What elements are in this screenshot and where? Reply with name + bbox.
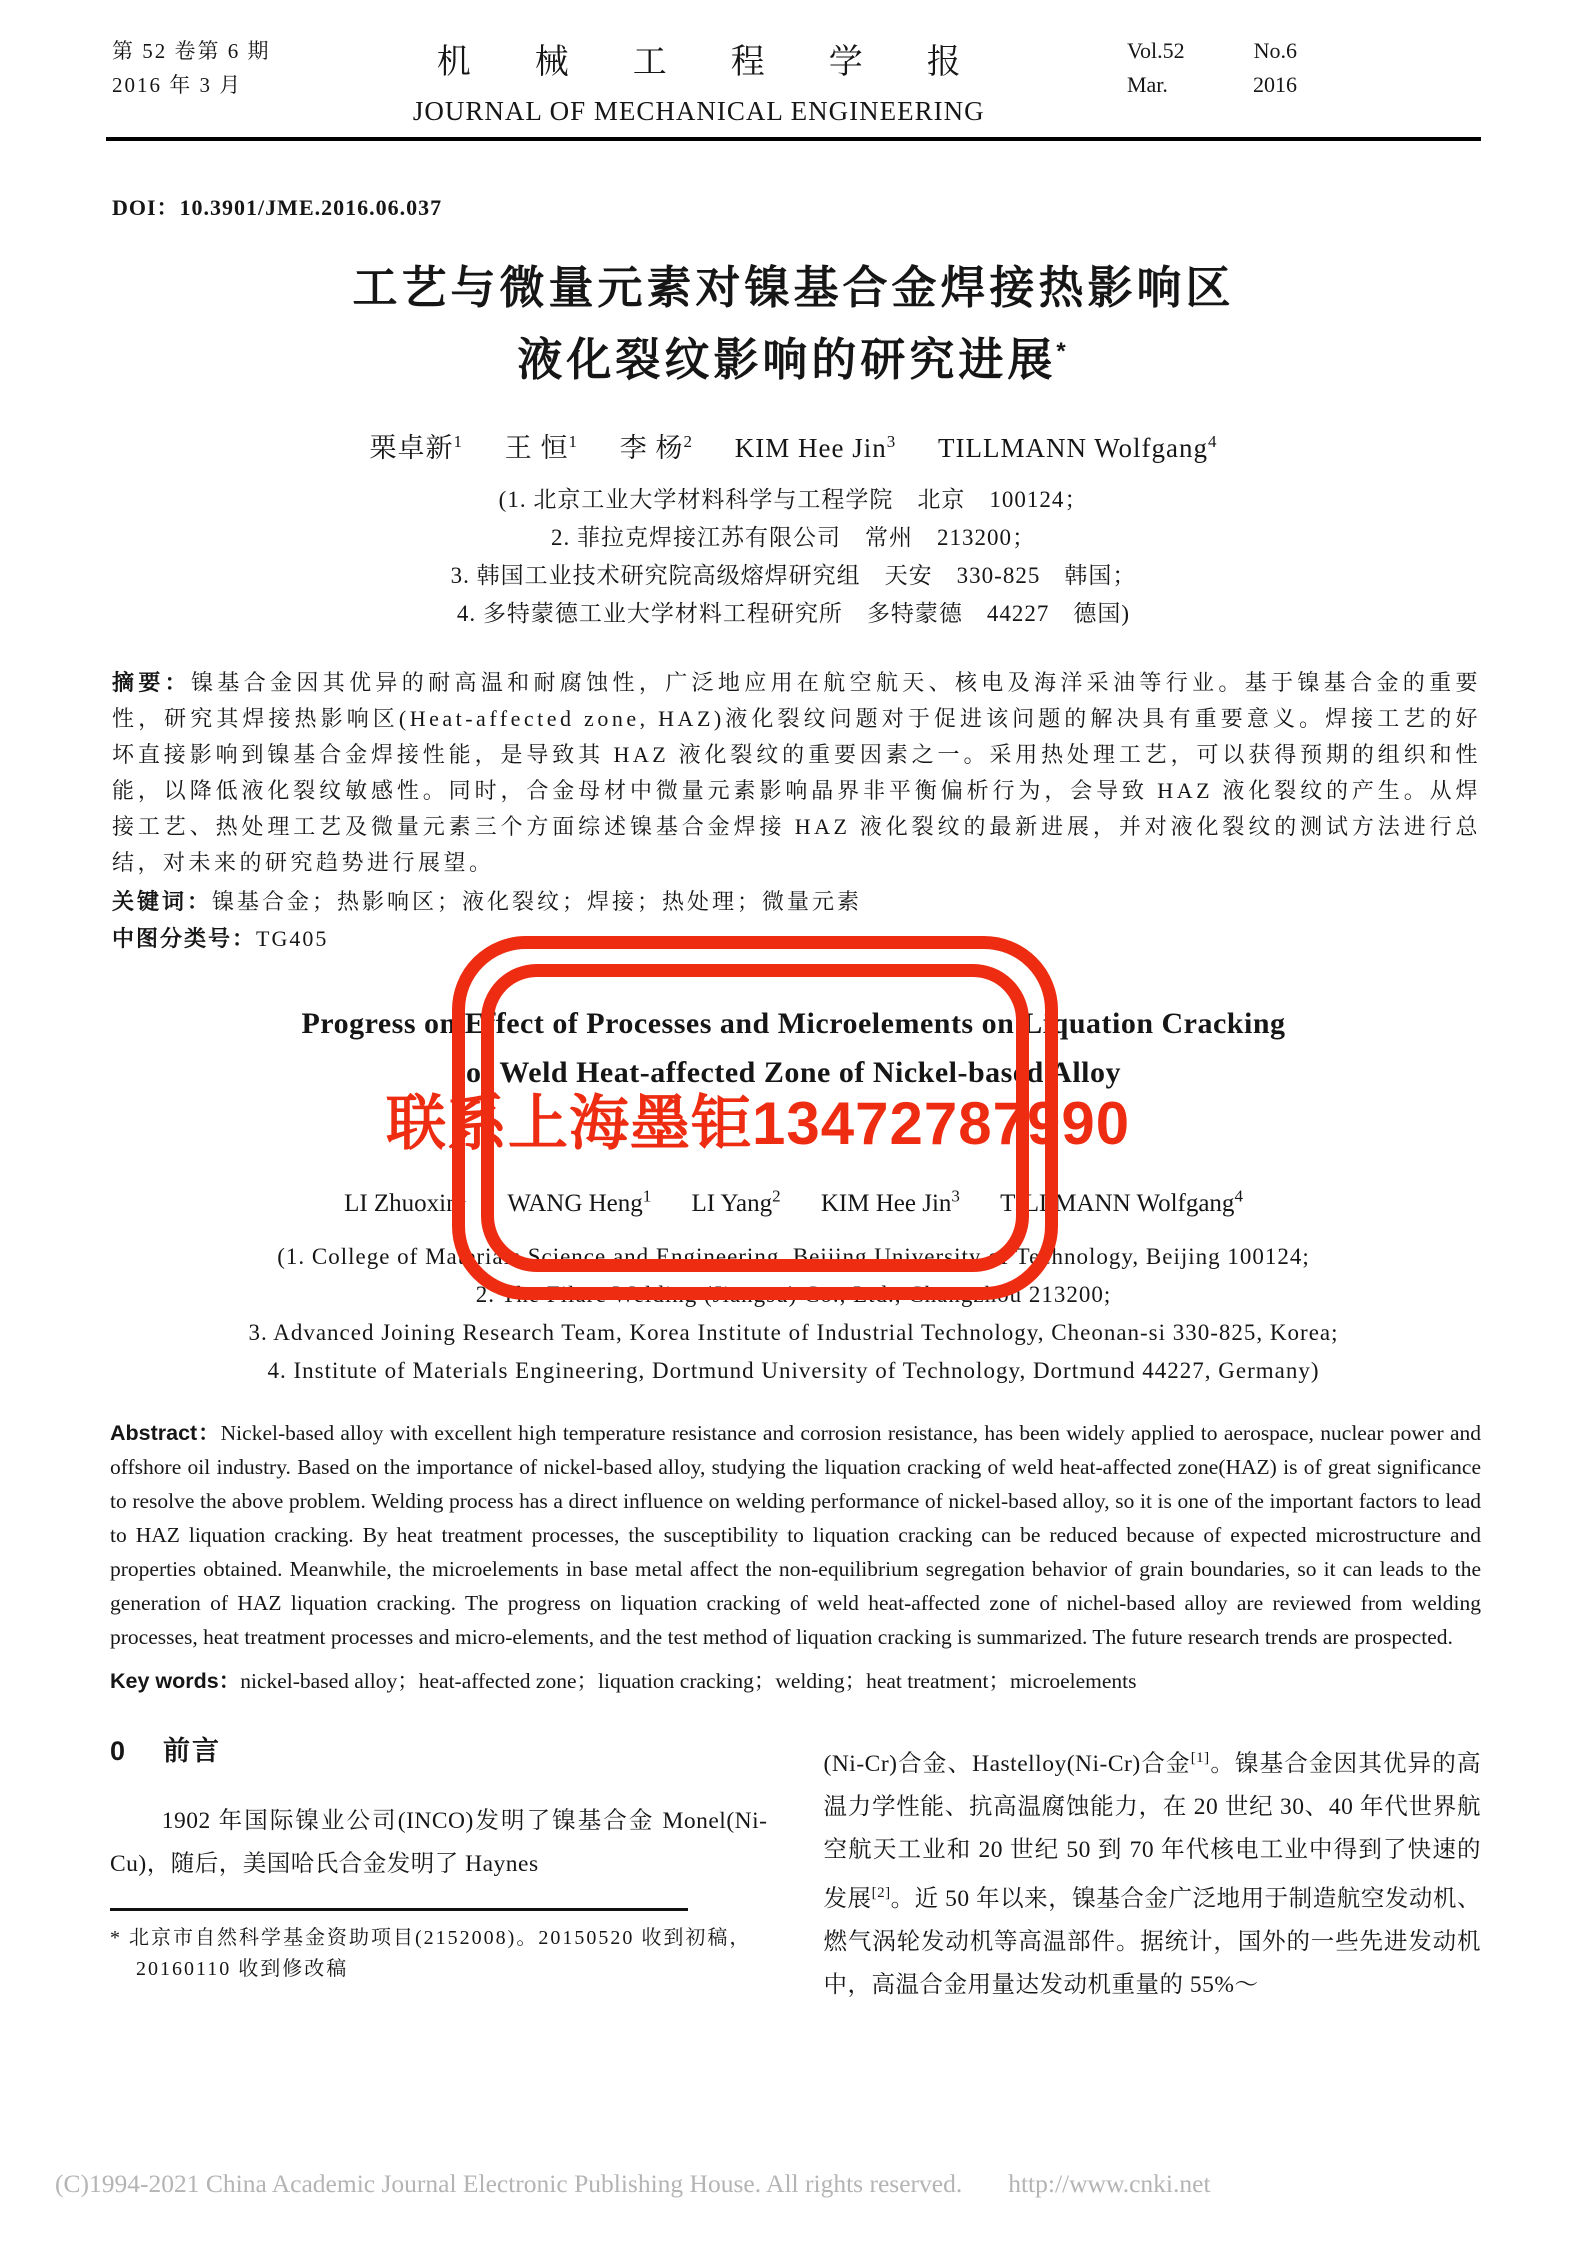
author-name: 王 恒 — [504, 433, 569, 463]
author — [620, 433, 693, 463]
abstract-text-cn: 镍基合金因其优异的耐高温和耐腐蚀性，广泛地应用在航空航天、核电及海洋采油等行业。基于镍基合金的重要性，研究其焊接热影响区(Heat-affected zone, HAZ)液化裂纹问题对于促进该问题的解决具有重要意义。焊接工艺的好坏直接影响到镍基合金焊接性能，是导致其 HAZ 液化裂纹的重要因素之一。采用热处理工艺，可以获得预期的组织和性能，以降低液化裂纹敏感性。同时，合金母材中微量元素影响晶界非平衡偏析行为，会导致 HAZ 液化裂纹的产生。从焊接工艺、热处理工艺及微量元素三个方面综述镍基合金焊接 HAZ 液化裂纹的最新进展，并对液化裂纹的测试方法进行总结，对未来的研究趋势进行展望。 — [112, 670, 1481, 875]
author-affil-marker: 2 — [772, 1187, 781, 1206]
keywords-text-cn: 镍基合金；热影响区；液化裂纹；焊接；热处理；微量元素 — [212, 889, 863, 914]
citation-marker: [1] — [1190, 1750, 1210, 1767]
affiliation-list-cn — [0, 481, 1587, 633]
affiliation: 4. Institute of Materials Engineering, Dortmund University of Technology, Dortmund 44227, Germany) — [267, 1358, 1320, 1384]
body-paragraph: 1902 年国际镍业公司(INCO)发明了镍基合金 Monel(Ni-Cu)，随后，美国哈氏合金发明了 Haynes — [110, 1808, 768, 1878]
journal-title-block — [412, 34, 1025, 127]
header-issue-block — [112, 34, 271, 102]
keywords-label-cn: 关键词： — [112, 889, 213, 914]
author-name: LI Zhuoxin — [344, 1190, 459, 1218]
author-affil-marker: 1 — [458, 1187, 468, 1206]
body-column-right — [824, 1715, 1482, 2007]
author-name: TILLMANN Wolfgang — [937, 433, 1209, 463]
body-column-left — [110, 1715, 768, 2007]
affiliation: 3. 韩国工业技术研究院高级熔焊研究组 天安 330-825 韩国； — [450, 563, 1137, 588]
footnote-line: 20160110 收到修改稿 — [136, 1958, 349, 1981]
keywords-label-en: Key words： — [110, 1669, 241, 1694]
cnki-url: http://www.cnki.net — [1008, 2169, 1211, 2198]
affiliation: 4. 多特蒙德工业大学材料工程研究所 多特蒙德 44227 德国) — [456, 601, 1131, 626]
journal-header — [0, 0, 1587, 127]
affiliation: 3. Advanced Joining Research Team, Korea Institute of Industrial Technology, Cheonan-si 330-825, Korea; — [248, 1320, 1339, 1346]
abstract-cn — [112, 665, 1481, 881]
body-text: 。近 50 年以来，镍基合金广泛地用于制造航空发动机、燃气涡轮发动机等高温部件。据统计，国外的一些先进发动机中，高温合金用量达发动机重量的 55%～ — [823, 1885, 1482, 1998]
clc-value: TG405 — [256, 926, 329, 951]
affiliation: 2. The Filarc Welding (Jiangsu) Co., Ltd., Changzhou 213200; — [475, 1282, 1112, 1308]
body-text: 。镍基合金因其优异的高温力学性能、抗高温腐蚀能力，在 20 世纪 30、40 年代世界航空航天工业和 20 世纪 50 到 70 年代核电工业中得到了快速的发展 — [823, 1751, 1482, 1912]
section-heading — [110, 1729, 768, 1768]
header-volume-block — [1127, 34, 1297, 102]
author-affil-marker: 1 — [568, 432, 578, 451]
abstract-label-en: Abstract： — [110, 1421, 221, 1446]
author — [735, 433, 896, 463]
author-affil-marker: 1 — [642, 1187, 652, 1206]
issue-date-cn: 2016 年 3 月 — [112, 73, 243, 97]
abstract-text-en: Nickel-based alloy with excellent high temperature resistance and corrosion resistance, has been widely applied to aerospace, nuclear power and offshore oil industry. Based on the importance of nickel-based alloy, studying the liquation cracking of weld heat-affected zone(HAZ) is of great significance to resolve the above problem. Welding process has a direct influence on welding performance of nickel-based alloy, so it is one of the important factors to lead to HAZ liquation cracking. By heat treatment processes, the susceptibility to liquation cracking can be reduced because of expected microstructure and properties obtained. Meanwhile, the microelements in base metal affect the non-equilibrium segregation behavior of grain boundaries, so it can leads to the generation of HAZ liquation cracking. The progress on liquation cracking of weld heat-affected zone of nichel-based alloy are reviewed from welding processes, heat treatment processes and micro-elements, and the test method of liquation cracking is summarized. The future research trends are prospected. — [110, 1421, 1481, 1650]
header-rule — [106, 137, 1481, 141]
footnote — [110, 1923, 768, 1985]
keywords-text-en: nickel-based alloy；heat-affected zone；liquation cracking；welding；heat treatment；microelements — [240, 1669, 1137, 1694]
author-affil-marker: 3 — [951, 1187, 960, 1206]
month-label: Mar. — [1126, 72, 1168, 97]
paper-title-en-line2: of Weld Heat-affected Zone of Nickel-based Alloy — [465, 1056, 1122, 1089]
author-affil-marker: 3 — [886, 432, 897, 451]
author-name: 李 杨 — [619, 433, 684, 463]
paper-title-cn-line1: 工艺与微量元素对镍基合金焊接热影响区 — [352, 262, 1235, 313]
paper-title-en-line1: Progress on Effect of Processes and Microelements on Liquation Cracking — [301, 1007, 1286, 1040]
copyright-notice: (C)1994-2021 China Academic Journal Electronic Publishing House. All rights reserved. — [55, 2169, 963, 2198]
doi: DOI：10.3901/JME.2016.06.037 — [112, 195, 443, 220]
paper-title-cn — [0, 256, 1587, 392]
footnote-line: * 北京市自然科学基金资助项目(2152008)。20150520 收到初稿， — [110, 1927, 752, 1950]
affiliation: (1. College of Materials Science and Engineering, Beijing University of Technology, Beijing 100124; — [277, 1244, 1310, 1270]
journal-title-cn: 机械工程学报 — [436, 44, 1025, 81]
paper-title-cn-line2-text: 液化裂纹影响的研究进展 — [517, 334, 1057, 385]
keywords-en — [110, 1664, 1481, 1695]
body-text: (Ni-Cr)合金、Hastelloy(Ni-Cr)合金 — [823, 1751, 1191, 1778]
title-footnote-marker: * — [1056, 338, 1070, 365]
watermark-text: 联系上海墨钜13472787990 — [386, 1090, 1131, 1157]
author-affil-marker: 2 — [683, 432, 693, 451]
paper-title-cn-line2 — [0, 320, 1587, 392]
author-name: 栗卓新 — [369, 433, 454, 463]
author — [505, 433, 578, 463]
section-number: 0 — [110, 1736, 128, 1767]
issue-number: 第 52 卷第 6 期 — [112, 39, 271, 63]
footnote-rule — [110, 1908, 688, 1911]
author — [938, 433, 1218, 463]
number-label: No.6 — [1253, 38, 1297, 63]
volume-row — [1127, 34, 1297, 68]
journal-title-en: JOURNAL OF MECHANICAL ENGINEERING — [412, 96, 985, 126]
year-label: 2016 — [1252, 72, 1297, 97]
author-affil-marker: 4 — [1208, 432, 1218, 451]
author-name: KIM Hee Jin — [734, 433, 887, 463]
section-title: 前言 — [163, 1736, 222, 1767]
author-name: LI Yang — [691, 1190, 773, 1218]
author-list-cn — [0, 426, 1587, 465]
volume-label: Vol.52 — [1126, 38, 1185, 63]
body-paragraph — [824, 1737, 1482, 2007]
author-name: WANG Heng — [507, 1190, 643, 1218]
author-name: TILLMANN Wolfgang — [1000, 1190, 1235, 1218]
clc-label: 中图分类号： — [112, 926, 257, 951]
keywords-cn — [112, 885, 1481, 916]
body-columns — [110, 1715, 1481, 2007]
author — [369, 433, 463, 463]
date-row — [1127, 68, 1297, 102]
author-affil-marker: 4 — [1234, 1187, 1243, 1206]
citation-marker: [2] — [871, 1885, 891, 1902]
author-affil-marker: 1 — [453, 432, 463, 451]
author-name: KIM Hee Jin — [820, 1190, 952, 1218]
author — [344, 1187, 468, 1218]
affiliation: (1. 北京工业大学材料科学与工程学院 北京 100124； — [498, 487, 1089, 512]
page-footer — [55, 2169, 1211, 2199]
abstract-label-cn: 摘要： — [112, 670, 192, 695]
affiliation: 2. 菲拉克焊接江苏有限公司 常州 213200； — [551, 525, 1036, 550]
abstract-en — [110, 1416, 1481, 1654]
